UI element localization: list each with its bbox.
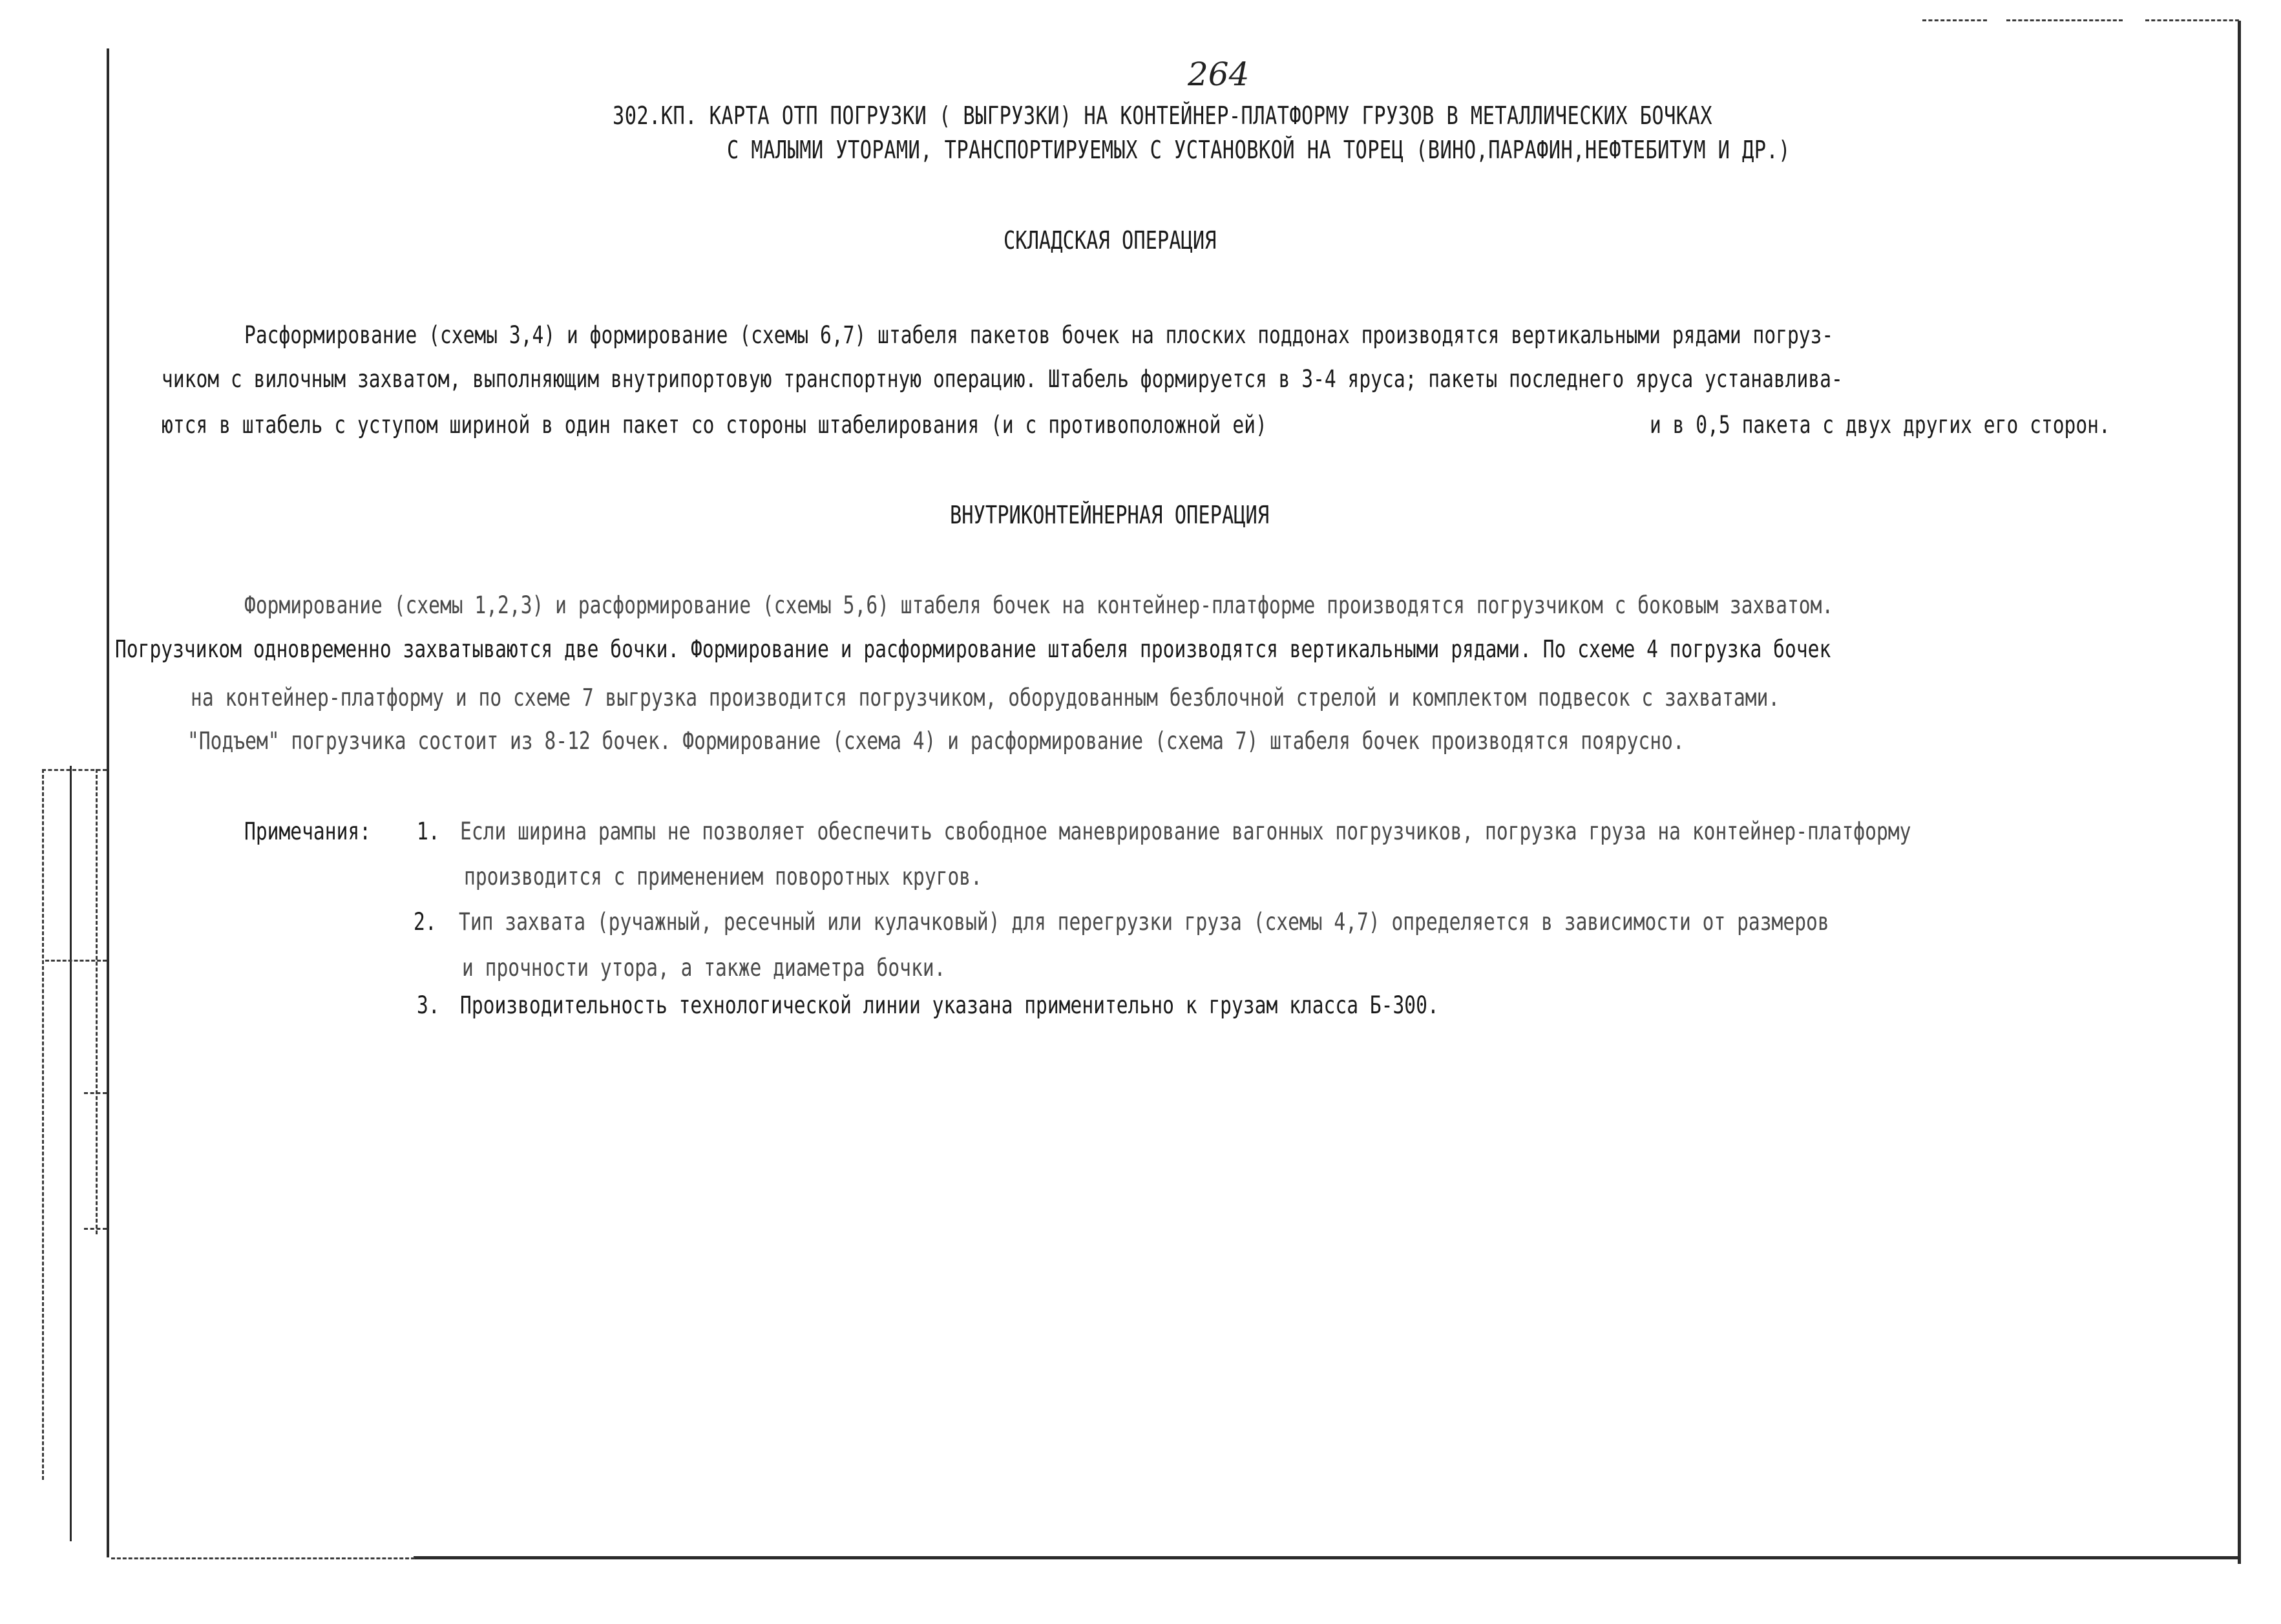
frame-left-border (107, 48, 109, 1557)
note-3-number: 3. (417, 991, 440, 1019)
binding-mark-2 (70, 766, 72, 1541)
frame-bottom-border (414, 1556, 2241, 1559)
binding-tick-1 (42, 769, 107, 771)
note-2-number: 2. (414, 908, 437, 936)
note-2-text-line-1: Тип захвата (ручажный, ресечный или кулачковый) для перегрузки груза (схемы 4,7) определяется в зависимости от размеров (459, 908, 1829, 936)
document-title-line-1: 302.КП. КАРТА ОТП ПОГРУЗКИ ( ВЫГРУЗКИ) НА КОНТЕЙНЕР-ПЛАТФОРМУ ГРУЗОВ В МЕТАЛЛИЧЕСКИХ БОЧКАХ (613, 101, 1712, 130)
note-1-text-line-2: производится с применением поворотных кругов. (464, 863, 982, 891)
notes-label: Примечания: (244, 817, 372, 845)
binding-tick-2 (45, 960, 107, 962)
binding-mark-1 (42, 769, 44, 1480)
container-text-line-1: Формирование (схемы 1,2,3) и расформирование (схемы 5,6) штабеля бочек на контейнер-платформе производятся погрузчиком с боковым захватом. (244, 591, 1834, 619)
note-1-number: 1. (417, 817, 440, 845)
container-operation-heading: ВНУТРИКОНТЕЙНЕРНАЯ ОПЕРАЦИЯ (950, 501, 1270, 529)
frame-bottom-border-left-dashed (111, 1557, 415, 1559)
frame-right-border (2238, 21, 2241, 1564)
container-text-line-2: Погрузчиком одновременно захватываются две бочки. Формирование и расформирование штабеля производятся вертикальными рядами. По схеме 4 погрузка бочек (115, 635, 1831, 663)
frame-top-dash-3 (1922, 19, 1987, 21)
document-title-line-2: С МАЛЫМИ УТОРАМИ, ТРАНСПОРТИРУЕМЫХ С УСТАНОВКОЙ НА ТОРЕЦ (ВИНО,ПАРАФИН,НЕФТЕБИТУМ И ДР.) (727, 136, 1791, 164)
binding-tick-3 (84, 1092, 107, 1094)
page-number: 264 (1188, 56, 1250, 93)
frame-top-right-dash (2145, 19, 2239, 21)
binding-mark-3 (96, 769, 98, 1234)
container-text-line-3: на контейнер-платформу и по схеме 7 выгрузка производится погрузчиком, оборудованным безблочной стрелой и комплектом подвесок с захватами. (191, 684, 1780, 712)
warehouse-operation-heading: СКЛАДСКАЯ ОПЕРАЦИЯ (1004, 226, 1217, 255)
note-2-text-line-2: и прочности утора, а также диаметра бочки. (462, 954, 946, 982)
note-3-text-line-1: Производительность технологической линии указана применительно к грузам класса Б-300. (460, 991, 1439, 1019)
warehouse-text-line-1: Расформирование (схемы 3,4) и формирование (схемы 6,7) штабеля пакетов бочек на плоских поддонах производятся вертикальными рядами погруз- (244, 321, 1834, 349)
frame-top-dash-2 (2006, 19, 2123, 21)
note-1-text-line-1: Если ширина рампы не позволяет обеспечить свободное маневрирование вагонных погрузчиков, погрузка груза на контейнер-платформу (460, 817, 1911, 845)
container-text-line-4: "Подъем" погрузчика состоит из 8-12 бочек. Формирование (схема 4) и расформирование (схема 7) штабеля бочек производятся поярусно. (187, 727, 1685, 755)
warehouse-text-line-3: ются в штабель с уступом шириной в один пакет со стороны штабелирования (и с противоположной ей) (162, 411, 1267, 439)
binding-tick-4 (84, 1228, 107, 1230)
warehouse-text-line-3-end: и в 0,5 пакета с двух других его сторон. (1650, 411, 2110, 439)
warehouse-text-line-2: чиком с вилочным захватом, выполняющим внутрипортовую транспортную операцию. Штабель формируется в 3-4 яруса; пакеты последнего яруса устанавлива- (162, 365, 1843, 393)
